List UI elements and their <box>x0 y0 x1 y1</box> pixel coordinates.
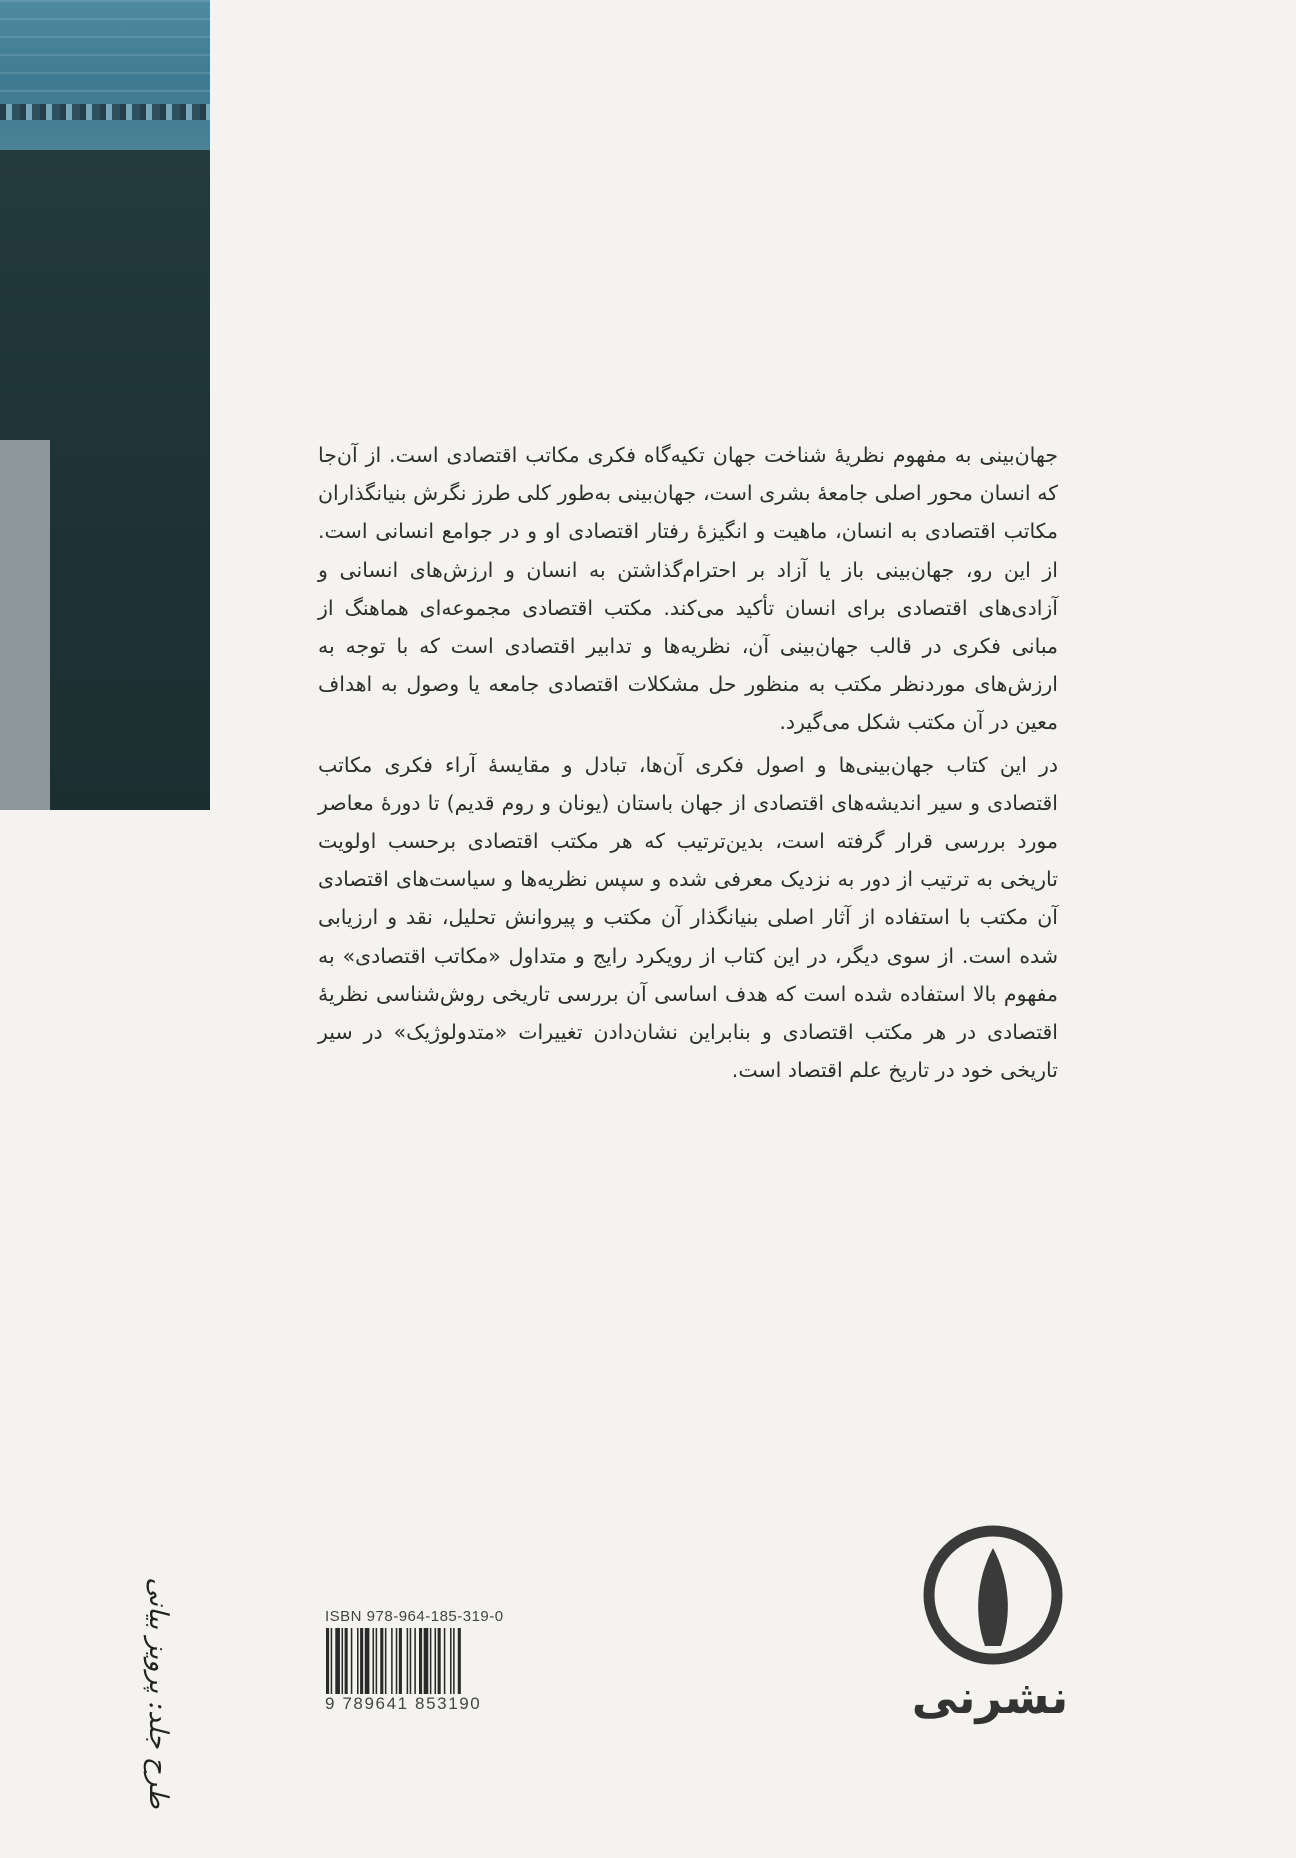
barcode-bar <box>326 1628 329 1694</box>
barcode-bar <box>450 1628 452 1694</box>
signature-text: طرح جلد: پرویز بیانی <box>143 1577 173 1809</box>
barcode-bar <box>444 1628 446 1694</box>
blurb-paragraph-2: در این کتاب جهان‌بینی‌ها و اصول فکری آن‌ها، تبادل و مقایسهٔ آراء فکری مکاتب اقتصادی و سیر اندیشه‌های اقتصادی از جهان باستان (یونان و روم قدیم) تا دورهٔ معاصر مورد بررسی قرار گرفته است، بدین‌ترتیب که هر مکتب اقتصادی برحسب اولویت تاریخی به ترتیب از دور به نزدیک معرفی شده و سپس نظریه‌ها و سیاست‌های اقتصادی آن مکتب با استفاده از آثار اصلی بنیانگذار آن مکتب و پیروانش تحلیل، نقد و ارزیابی شده است. از سوی دیگر، در این کتاب از رویکرد رایج و متداول «مکاتب اقتصادی» به مفهوم بالا استفاده شده است که هدف اساسی آن بررسی تاریخی روش‌شناسی نظریهٔ اقتصادی در هر مکتب اقتصادی و بنابراین نشان‌دادن تغییرات «متدولوژیک» در سیر تاریخی خود در تاریخ علم اقتصاد است. <box>318 752 1058 1083</box>
barcode-bar <box>376 1628 378 1694</box>
cover-photo-lines <box>0 0 210 100</box>
barcode-bar <box>380 1628 383 1694</box>
barcode-bar <box>351 1628 353 1694</box>
publisher-logo-icon <box>918 1520 1068 1670</box>
barcode-bar <box>410 1628 412 1694</box>
barcode-bar <box>365 1628 370 1694</box>
barcode-bar <box>453 1628 455 1694</box>
cover-designer-signature <box>118 1528 198 1858</box>
barcode-bar <box>430 1628 432 1694</box>
barcode-bar <box>396 1628 398 1694</box>
barcode-bar <box>414 1628 416 1694</box>
barcode-bar <box>407 1628 409 1694</box>
barcode-number: 9 789641 853190 <box>325 1694 482 1713</box>
barcode-bar <box>458 1628 461 1694</box>
barcode-bar <box>435 1628 437 1694</box>
cover-photo-chain <box>0 104 210 120</box>
barcode-bar <box>419 1628 422 1694</box>
barcode-bar <box>438 1628 441 1694</box>
barcode-bar <box>360 1628 363 1694</box>
barcode-icon <box>325 1628 510 1694</box>
barcode-bar <box>357 1628 359 1694</box>
cover-photo-grey-band <box>0 440 50 810</box>
publisher-name: نشرنی <box>911 1670 1069 1724</box>
blurb-text <box>318 436 1058 1089</box>
barcode-bar <box>331 1628 333 1694</box>
barcode-bar <box>335 1628 340 1694</box>
barcode-bar <box>345 1628 348 1694</box>
barcode-bar <box>399 1628 402 1694</box>
barcode-bar <box>342 1628 344 1694</box>
barcode-bar <box>391 1628 393 1694</box>
barcode-bar <box>424 1628 429 1694</box>
cover-photo-sky <box>0 0 210 150</box>
isbn-label: ISBN 978-964-185-319-0 <box>325 1608 504 1625</box>
blurb-paragraph-1: جهان‌بینی به مفهوم نظریهٔ شناخت جهان تکیه‌گاه فکری مکاتب اقتصادی است. از آن‌جا که انسان محور اصلی جامعهٔ بشری است، جهان‌بینی به‌طور کلی طرز نگرش بنیانگذاران مکاتب اقتصادی به انسان، ماهیت و انگیزهٔ رفتار اقتصادی او و در جوامع انسانی است. از این رو، جهان‌بینی باز یا آزاد بر احترام‌گذاشتن به انسان و ارزش‌های انسانی و آزادی‌های اقتصادی برای انسان تأکید می‌کند. مکتب اقتصادی مجموعه‌ای هماهنگ از مبانی فکری در قالب جهان‌بینی آن، نظریه‌ها و تدابیر اقتصادی است که با توجه به ارزش‌های موردنظر مکتب به منظور حل مشکلات اقتصادی جامعه یا وصول به اهداف معین در آن مکتب شکل می‌گیرد. <box>318 443 1058 735</box>
barcode-bar <box>373 1628 375 1694</box>
barcode-bar <box>385 1628 387 1694</box>
